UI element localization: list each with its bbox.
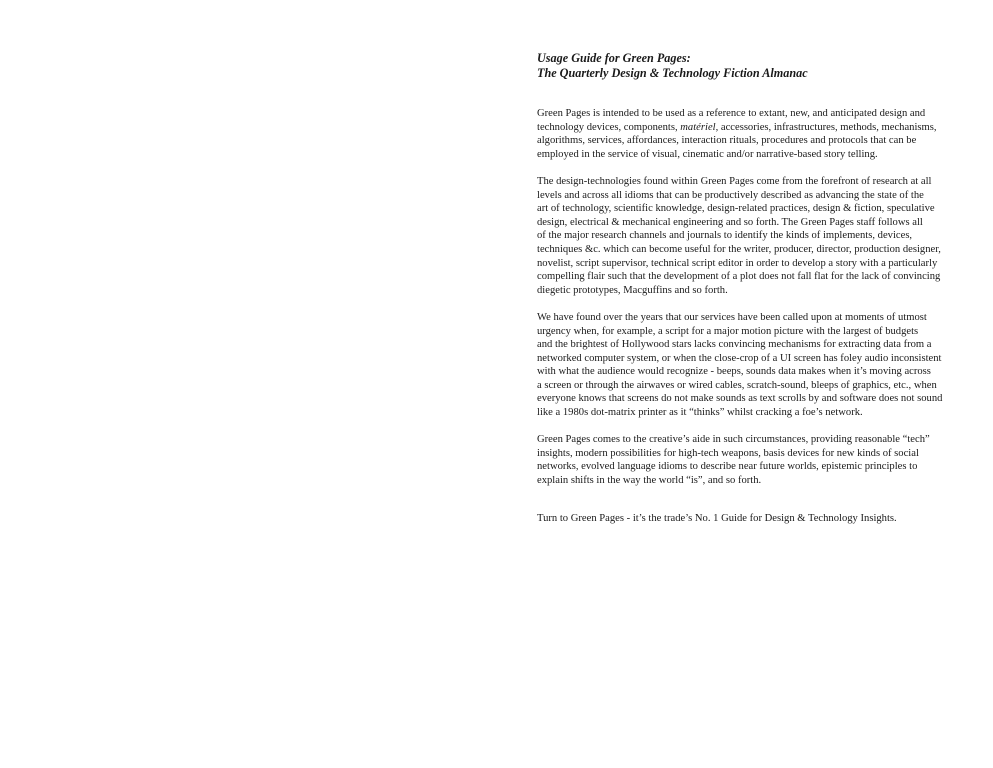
paragraph-line: algorithms, services, affordances, interaction rituals, procedures and protocols that can be	[537, 135, 917, 147]
paragraph-line: like a 1980s dot-matrix printer as it “thinks” whilst cracking a foe’s network.	[537, 407, 863, 419]
paragraph-line: everyone knows that screens do not make sounds as text scrolls by and software does not sound	[537, 393, 943, 405]
paragraph-line: techniques &c. which can become useful for the writer, producer, director, production designer,	[537, 243, 941, 255]
paragraph-line: urgency when, for example, a script for a major motion picture with the largest of budgets	[537, 325, 919, 337]
paragraph-line: and the brightest of Hollywood stars lacks convincing mechanisms for extracting data from a	[537, 339, 932, 351]
paragraph-line: art of technology, scientific knowledge, design-related practices, design & fiction, speculative	[537, 203, 935, 215]
paragraph-line: employed in the service of visual, cinematic and/or narrative-based story telling.	[537, 148, 878, 160]
paragraph-line: networked computer system, or when the close-crop of a UI screen has foley audio inconsistent	[537, 352, 942, 364]
paragraph-line: with what the audience would recognize - beeps, sounds data makes when it’s moving across	[537, 366, 931, 378]
paragraph-line: compelling flair such that the development of a plot does not fall flat for the lack of convincing	[537, 271, 941, 283]
paragraph	[537, 311, 977, 420]
paragraph-line: insights, modern possibilities for high-tech weapons, basis devices for new kinds of social	[537, 447, 919, 459]
title-line: Usage Guide for Green Pages:	[537, 51, 691, 65]
paragraph-line: design, electrical & mechanical engineering and so forth. The Green Pages staff follows all	[537, 216, 923, 228]
paragraph-line: novelist, script supervisor, technical script editor in order to develop a story with a particularly	[537, 257, 938, 269]
paragraph-line: a screen or through the airwaves or wired cables, scratch-sound, bleeps of graphics, etc., when	[537, 379, 937, 391]
body-text	[537, 107, 977, 488]
paragraph	[537, 175, 977, 297]
closing-line: Turn to Green Pages - it’s the trade’s No. 1 Guide for Design & Technology Insights.	[537, 512, 897, 524]
paragraph-line: levels and across all idioms that can be productively described as advancing the state of the	[537, 189, 924, 201]
title-line: The Quarterly Design & Technology Fiction Almanac	[537, 66, 808, 80]
paragraph-line: Green Pages is intended to be used as a reference to extant, new, and anticipated design and	[537, 108, 926, 119]
paragraph-line: technology devices, components, matériel, accessories, infrastructures, methods, mechanisms,	[537, 121, 937, 133]
paragraph	[537, 107, 977, 161]
paragraph-line: Green Pages comes to the creative’s aide in such circumstances, providing reasonable “tech”	[537, 434, 930, 446]
paragraph-line: diegetic prototypes, Macguffins and so forth.	[537, 284, 728, 296]
paragraph-line: of the major research channels and journals to identify the kinds of implements, devices,	[537, 230, 913, 242]
paragraph-line: explain shifts in the way the world “is”, and so forth.	[537, 475, 762, 487]
paragraph-line: We have found over the years that our services have been called upon at moments of utmost	[537, 311, 927, 323]
paragraph-line: The design-technologies found within Green Pages come from the forefront of research at all	[537, 175, 932, 187]
document-title	[537, 51, 977, 81]
italic-term: matériel,	[680, 121, 719, 133]
text-column	[537, 51, 977, 525]
paragraph-line: networks, evolved language idioms to describe near future worlds, epistemic principles to	[537, 461, 918, 473]
paragraph	[537, 433, 977, 487]
